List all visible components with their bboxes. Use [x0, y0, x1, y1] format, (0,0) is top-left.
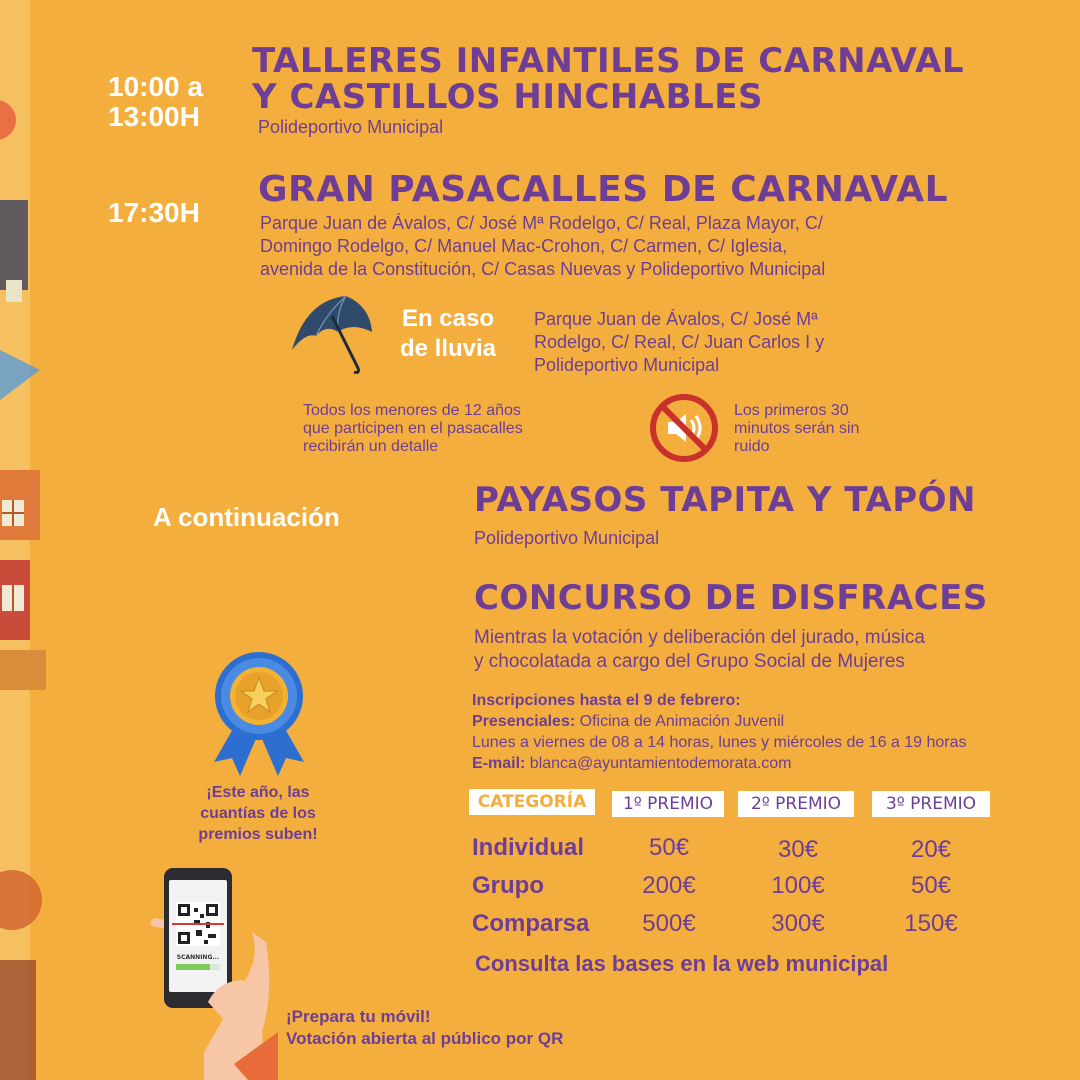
medal-note-line: premios suben!	[198, 826, 318, 843]
event-2-title: GRAN PASACALLES DE CARNAVAL	[258, 169, 949, 210]
no-noise-note-line: minutos serán sin	[734, 420, 860, 437]
prize-cell: 100€	[771, 872, 825, 899]
rain-label-line: En caso	[401, 305, 495, 332]
prize-cell: 20€	[910, 836, 952, 863]
contest-description-line: Mientras la votación y deliberación del jurado, música	[474, 627, 925, 648]
event-2-time: 17:30H	[108, 197, 200, 228]
event-2-route-line: Domingo Rodelgo, C/ Manuel Mac-Crohon, C/ Carmen, C/ Iglesia,	[260, 236, 788, 256]
prize-header-second: 2º PREMIO	[738, 791, 854, 817]
prize-cell: 500€	[642, 910, 696, 937]
rain-route-line: Polideportivo Municipal	[534, 355, 720, 375]
phone-caption-line: ¡Prepara tu móvil!	[286, 1007, 431, 1026]
contest-description	[474, 626, 925, 674]
rain-route-line: Parque Juan de Ávalos, C/ José Mª	[534, 309, 818, 329]
registration-email	[472, 753, 967, 774]
rain-route	[534, 308, 824, 377]
rain-label	[388, 304, 508, 364]
event-2-route-line: Parque Juan de Ávalos, C/ José Mª Rodelgo, C/ Real, Plaza Mayor, C/	[260, 213, 823, 233]
prize-header-third: 3º PREMIO	[872, 791, 990, 817]
prize-row-label: Individual	[472, 834, 585, 861]
prize-row-label: Comparsa	[472, 910, 590, 937]
no-noise-note-line: Los primeros 30	[734, 402, 849, 419]
afterwards-label: A continuación	[153, 502, 340, 532]
contest-description-line: y chocolatada a cargo del Grupo Social de Mujeres	[474, 651, 905, 672]
event-1-location: Polideportivo Municipal	[258, 117, 444, 137]
no-sound-icon	[648, 392, 720, 464]
event-1-title-line1: TALLERES INFANTILES DE CARNAVAL	[252, 41, 965, 81]
minors-note-line: recibirán un detalle	[303, 438, 439, 455]
phone-caption-line: Votación abierta al público por QR	[286, 1029, 564, 1048]
registration-info	[472, 690, 967, 774]
registration-hours: Lunes a viernes de 08 a 14 horas, lunes y miércoles de 16 a 19 horas	[472, 734, 967, 751]
no-noise-note-line: ruido	[734, 438, 770, 455]
event-2-route-line: avenida de la Constitución, C/ Casas Nuevas y Polideportivo Municipal	[260, 259, 826, 279]
minors-note-line: Todos los menores de 12 años	[303, 402, 521, 419]
rain-label-line: de lluvia	[399, 335, 497, 362]
minors-note	[303, 402, 523, 456]
event-1-title-line2: Y CASTILLOS HINCHABLES	[252, 77, 763, 117]
prize-cell: 30€	[777, 836, 819, 863]
event-2-route	[260, 212, 825, 281]
prize-cell: 150€	[904, 910, 958, 937]
prize-row-label: Grupo	[472, 872, 544, 899]
prize-header-first: 1º PREMIO	[612, 791, 724, 817]
rain-route-line: Rodelgo, C/ Real, C/ Juan Carlos I y	[534, 332, 825, 352]
rules-link-text: Consulta las bases en la web municipal	[475, 951, 889, 976]
phone-screen-text: SCANNING...	[176, 954, 220, 961]
clowns-location: Polideportivo Municipal	[474, 528, 660, 548]
medal-note	[176, 782, 340, 845]
medal-icon	[206, 650, 312, 780]
phone-hand-illustration	[148, 862, 278, 1080]
prize-cell: 300€	[771, 910, 825, 937]
clowns-title: PAYASOS TAPITA Y TAPÓN	[474, 480, 976, 520]
email-label: E-mail:	[472, 755, 526, 772]
no-noise-note	[734, 402, 859, 456]
left-decorative-strip	[0, 0, 48, 1080]
email-value: blanca@ayuntamientodemorata.com	[525, 755, 792, 772]
prize-cell: 50€	[648, 834, 690, 861]
in-person-label: Presenciales:	[472, 713, 576, 730]
prize-header-category: CATEGORÍA	[469, 789, 595, 815]
prize-cell: 200€	[642, 872, 696, 899]
phone-caption	[286, 1006, 563, 1050]
prize-cell: 50€	[910, 872, 952, 899]
medal-note-line: ¡Este año, las	[206, 784, 310, 801]
registration-in-person	[472, 711, 967, 732]
contest-title: CONCURSO DE DISFRACES	[474, 578, 988, 618]
event-1-time: 10:00 a 13:00H	[108, 71, 203, 132]
medal-note-line: cuantías de los	[200, 805, 316, 822]
registration-deadline: Inscripciones hasta el 9 de febrero:	[472, 692, 741, 709]
minors-note-line: que participen en el pasacalles	[303, 420, 523, 437]
umbrella-icon	[286, 292, 378, 374]
in-person-value: Oficina de Animación Juvenil	[575, 713, 785, 730]
